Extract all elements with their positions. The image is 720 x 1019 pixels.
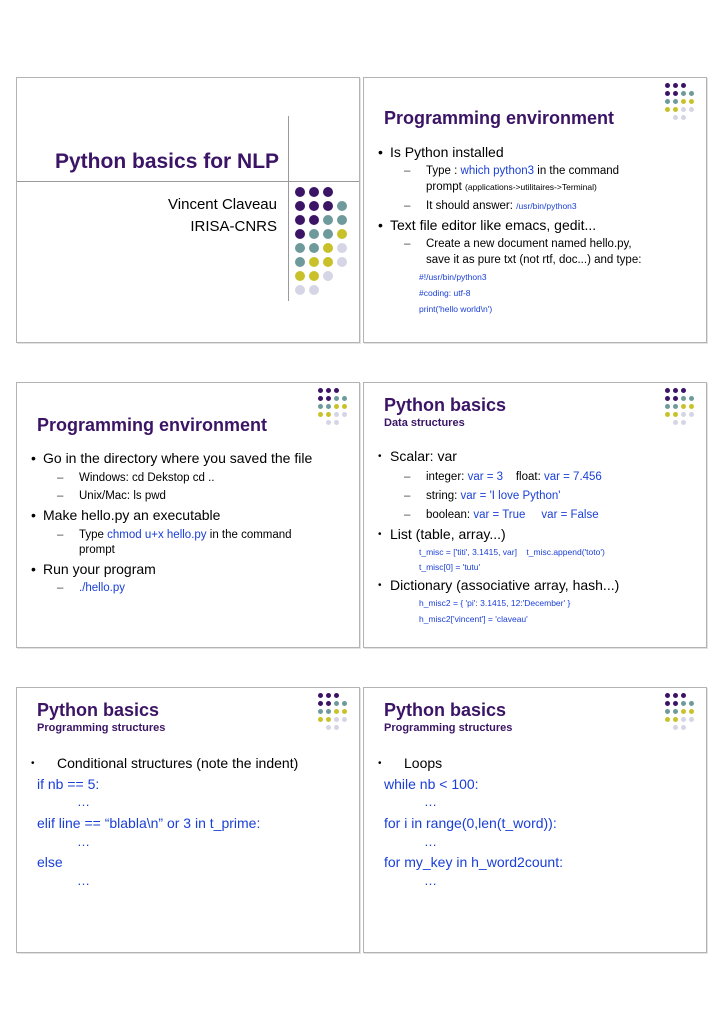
dot: [665, 396, 670, 401]
bullet-is-python-installed: • Is Python installed: [378, 144, 504, 160]
slide-subtitle: Programming structures: [384, 722, 513, 734]
bullet-dictionary: • Dictionary (associative array, hash...): [378, 577, 620, 593]
dot: [309, 215, 319, 225]
text: It should answer:: [426, 200, 517, 212]
sub-bullet-continuation: save it as pure txt (not rtf, doc...) and type:: [426, 254, 642, 266]
bullet-run-program: • Run your program: [31, 561, 156, 577]
decorative-dots: [665, 693, 694, 730]
text: Type :: [426, 165, 461, 177]
code-line: if nb == 5:: [37, 776, 100, 792]
sub-bullet-chmod: – Type chmod u+x hello.py in the command: [57, 529, 292, 541]
dot: [342, 396, 347, 401]
dot: [673, 725, 678, 730]
code-text: var = False: [541, 509, 599, 521]
dot-empty: [323, 285, 333, 295]
dot: [295, 201, 305, 211]
dot: [681, 83, 686, 88]
dot: [689, 717, 694, 722]
dot: [326, 717, 331, 722]
dot: [323, 201, 333, 211]
code-line: #!/usr/bin/python3: [419, 272, 487, 282]
text: Type: [79, 529, 108, 541]
dot-empty: [342, 420, 347, 425]
dot: [681, 99, 686, 104]
dot: [665, 709, 670, 714]
code-text: /usr/bin/python3: [516, 201, 577, 211]
dot: [309, 285, 319, 295]
code-text: which python3: [460, 165, 535, 177]
dot: [323, 229, 333, 239]
bullet-text: Is Python installed: [390, 144, 504, 160]
dot-empty: [665, 725, 670, 730]
dot-empty: [689, 420, 694, 425]
dot: [673, 396, 678, 401]
slide-subtitle: Data structures: [384, 417, 465, 429]
dot: [334, 717, 339, 722]
dot: [334, 701, 339, 706]
dot: [689, 107, 694, 112]
dot: [295, 257, 305, 267]
code-text: var = True: [473, 509, 526, 521]
dot: [665, 701, 670, 706]
dot: [323, 187, 333, 197]
vertical-rule: [288, 116, 289, 301]
dot-empty: [337, 187, 347, 197]
decorative-dots: [318, 388, 347, 425]
dot: [326, 404, 331, 409]
dot: [681, 701, 686, 706]
bullet-conditional: • Conditional structures (note the indent): [31, 755, 299, 771]
text: Create a new document named hello.py,: [426, 238, 632, 250]
dot-empty: [337, 285, 347, 295]
dot-empty: [342, 725, 347, 730]
dot: [326, 420, 331, 425]
dot: [334, 725, 339, 730]
dot: [681, 693, 686, 698]
bullet-text: Go in the directory where you saved the file: [43, 450, 313, 466]
dot: [326, 701, 331, 706]
dot: [689, 404, 694, 409]
dot-empty: [689, 83, 694, 88]
code-text: ./hello.py: [79, 582, 126, 594]
dot: [326, 412, 331, 417]
dot: [665, 412, 670, 417]
sub-bullet-continuation: prompt: [79, 544, 115, 556]
sub-bullet-continuation: [426, 181, 597, 193]
sub-bullet-string: – string: var = 'I love Python': [404, 490, 561, 502]
dot: [342, 709, 347, 714]
slide-title: [16, 77, 360, 343]
dot: [326, 725, 331, 730]
dot: [318, 693, 323, 698]
bullet-text: Scalar: var: [390, 448, 457, 464]
slide-title: Python basics: [384, 700, 507, 720]
author-org: IRISA-CNRS: [190, 218, 277, 235]
slide-python-basics-loops: [363, 687, 707, 953]
dot: [323, 215, 333, 225]
bullet-scalar: • Scalar: var: [378, 448, 457, 464]
dot: [665, 99, 670, 104]
code-line: [419, 547, 605, 557]
code-line: #coding: utf-8: [419, 288, 471, 298]
dot: [665, 404, 670, 409]
slide-title: Programming environment: [37, 415, 268, 435]
dot: [309, 243, 319, 253]
dot: [295, 229, 305, 239]
dot: [681, 420, 686, 425]
sub-bullet-type-which: – Type : which python3 in the command: [404, 165, 620, 177]
slide-title: Python basics: [37, 700, 160, 720]
dot: [337, 257, 347, 267]
sub-bullet-unix: – Unix/Mac: ls pwd: [57, 490, 166, 502]
dot-empty: [689, 388, 694, 393]
dot: [689, 99, 694, 104]
dot: [665, 693, 670, 698]
dot: [665, 91, 670, 96]
dot: [673, 693, 678, 698]
dot: [689, 701, 694, 706]
text: in the command: [206, 529, 292, 541]
ellipsis: …: [77, 834, 90, 849]
decorative-dots: [665, 83, 694, 120]
dot: [673, 107, 678, 112]
bullet-text: List (table, array...): [390, 526, 506, 542]
dot: [665, 717, 670, 722]
dot: [334, 388, 339, 393]
bullet-list: • List (table, array...): [378, 526, 506, 542]
dot: [673, 388, 678, 393]
dot-empty: [689, 115, 694, 120]
dot: [681, 107, 686, 112]
text: integer:: [426, 471, 468, 483]
dot: [673, 412, 678, 417]
dot-empty: [318, 725, 323, 730]
text: boolean:: [426, 509, 474, 521]
dot: [689, 91, 694, 96]
dot: [334, 396, 339, 401]
ellipsis: …: [77, 794, 90, 809]
dot: [337, 201, 347, 211]
dot: [342, 404, 347, 409]
slide-title: Programming environment: [384, 108, 615, 128]
dot: [318, 404, 323, 409]
dot: [665, 388, 670, 393]
dot: [689, 709, 694, 714]
ellipsis: …: [424, 794, 437, 809]
code-line: h_misc2 = { 'pi': 3.1415, 12:'December' }: [419, 598, 571, 608]
bullet-text: Make hello.py an executable: [43, 507, 221, 523]
dot: [673, 99, 678, 104]
dot: [295, 215, 305, 225]
dot: [681, 404, 686, 409]
slide-subtitle: Programming structures: [37, 722, 166, 734]
dot: [334, 693, 339, 698]
dot: [665, 83, 670, 88]
code-text: var = 3: [467, 471, 504, 483]
dot: [673, 701, 678, 706]
code-text: var = 7.456: [543, 471, 602, 483]
dot-empty: [337, 271, 347, 281]
dot: [673, 420, 678, 425]
dot: [309, 229, 319, 239]
dot: [337, 243, 347, 253]
decorative-dots: [295, 187, 347, 295]
dot-empty: [342, 693, 347, 698]
dot: [323, 271, 333, 281]
author-name: Vincent Claveau: [168, 196, 277, 213]
ellipsis: …: [77, 873, 90, 888]
dot-empty: [665, 420, 670, 425]
code-line: for my_key in h_word2count:: [384, 854, 563, 870]
dot: [681, 396, 686, 401]
dot: [673, 717, 678, 722]
dot: [295, 285, 305, 295]
dot: [295, 187, 305, 197]
dot: [334, 709, 339, 714]
dot: [309, 187, 319, 197]
dot: [689, 396, 694, 401]
ellipsis: …: [424, 834, 437, 849]
dot: [673, 709, 678, 714]
code-line: h_misc2['vincent'] = 'claveau': [419, 614, 528, 624]
dot-empty: [665, 115, 670, 120]
dot: [342, 717, 347, 722]
bullet-text: Conditional structures (note the indent): [57, 755, 299, 771]
code-line: for i in range(0,len(t_word)):: [384, 815, 557, 831]
slide-programming-environment-1: [363, 77, 707, 343]
sub-bullet-boolean: – boolean: var = True var = False: [404, 509, 599, 521]
dot: [681, 388, 686, 393]
dot: [323, 257, 333, 267]
dot: [318, 701, 323, 706]
dot-empty: [318, 420, 323, 425]
bullet-text: Dictionary (associative array, hash...): [390, 577, 620, 593]
code-line: elif line == “blabla\n” or 3 in t_prime:: [37, 815, 261, 831]
bullet-make-executable: • Make hello.py an executable: [31, 507, 221, 523]
dot: [681, 115, 686, 120]
dot: [681, 412, 686, 417]
code-line: while nb < 100:: [384, 776, 479, 792]
dot: [318, 412, 323, 417]
text: in the command: [534, 165, 620, 177]
text: prompt: [426, 181, 465, 193]
dot: [681, 725, 686, 730]
decorative-dots: [318, 693, 347, 730]
dot: [689, 412, 694, 417]
bullet-text: Loops: [404, 755, 443, 771]
dot: [318, 388, 323, 393]
presentation-title: Python basics for NLP: [55, 150, 280, 173]
dot: [673, 404, 678, 409]
dot: [309, 257, 319, 267]
dot: [295, 271, 305, 281]
dot: [681, 91, 686, 96]
sub-bullet-windows: – Windows: cd Dekstop cd ..: [57, 472, 215, 484]
dot: [318, 709, 323, 714]
bullet-go-in-directory: • Go in the directory where you saved the file: [31, 450, 313, 466]
dot: [326, 396, 331, 401]
dot: [334, 412, 339, 417]
dot: [337, 215, 347, 225]
dot: [681, 709, 686, 714]
text: float:: [503, 471, 544, 483]
dot: [323, 243, 333, 253]
dot: [681, 717, 686, 722]
dot: [309, 201, 319, 211]
ellipsis: …: [424, 873, 437, 888]
decorative-dots: [665, 388, 694, 425]
code-line: print('hello world\n'): [419, 304, 493, 314]
code-text: chmod u+x hello.py: [107, 529, 207, 541]
slide-python-basics-conditionals: [16, 687, 360, 953]
bullet-text-editor: • Text file editor like emacs, gedit...: [378, 217, 597, 233]
text: Windows: cd Dekstop cd ..: [79, 472, 215, 484]
dot: [337, 229, 347, 239]
bullet-text: Text file editor like emacs, gedit...: [390, 217, 597, 233]
dot: [295, 243, 305, 253]
code-line: else: [37, 854, 63, 870]
horizontal-rule: [17, 181, 359, 182]
slide-python-basics-data-structures: [363, 382, 707, 648]
dot: [318, 396, 323, 401]
sub-bullet-should-answer: – It should answer: /usr/bin/python3: [404, 200, 577, 212]
code-line: t_misc[0] = 'tutu': [419, 562, 481, 572]
dot-empty: [689, 693, 694, 698]
dot: [342, 701, 347, 706]
dot: [326, 709, 331, 714]
text: string:: [426, 490, 461, 502]
dot: [326, 388, 331, 393]
slide-title: Python basics: [384, 395, 507, 415]
dot: [673, 91, 678, 96]
small-text: (applications->utilitaires->Terminal): [465, 182, 597, 192]
dot: [309, 271, 319, 281]
sub-bullet-integer-float: – integer: var = 3 float: var = 7.456: [404, 471, 602, 483]
bullet-loops: • Loops: [378, 755, 443, 771]
code-text: t_misc = ['titi', 3.1415, var] t_misc.append('toto'): [419, 547, 605, 557]
dot-empty: [689, 725, 694, 730]
dot-empty: [342, 388, 347, 393]
slide-programming-environment-2: [16, 382, 360, 648]
dot: [334, 420, 339, 425]
dot: [673, 83, 678, 88]
sub-bullet-run-command: – ./hello.py: [57, 582, 126, 594]
text: Unix/Mac: ls pwd: [79, 490, 166, 502]
dot: [342, 412, 347, 417]
sub-bullet-create-document: – Create a new document named hello.py,: [404, 238, 632, 250]
dot: [318, 717, 323, 722]
bullet-text: Run your program: [43, 561, 156, 577]
code-text: var = 'I love Python': [460, 490, 561, 502]
dot: [334, 404, 339, 409]
dot: [326, 693, 331, 698]
dot: [673, 115, 678, 120]
dot: [665, 107, 670, 112]
